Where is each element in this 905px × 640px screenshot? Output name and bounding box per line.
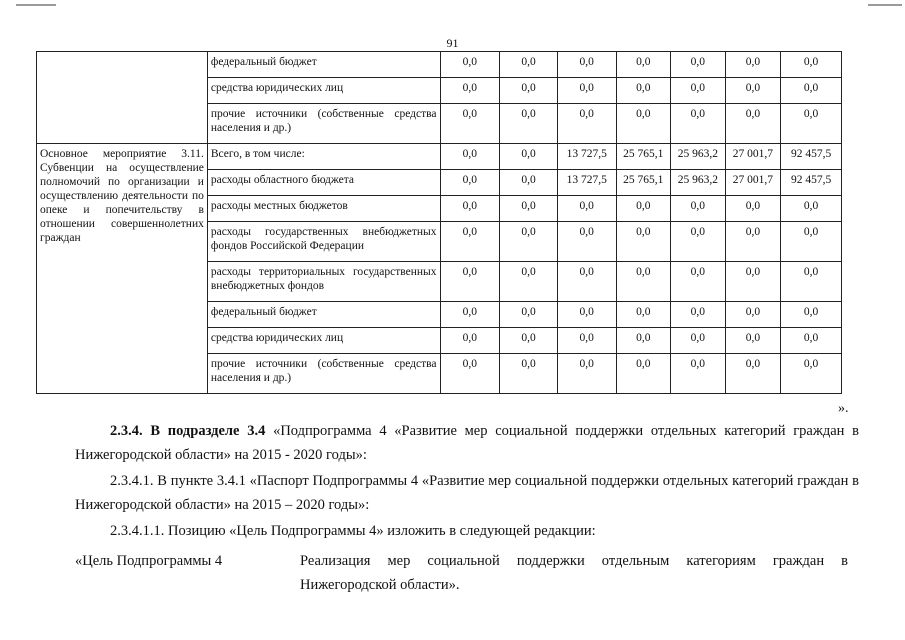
value-cell: 0,0 [557,328,616,354]
scan-artifact-right [868,4,902,6]
value-cell: 0,0 [616,354,671,394]
funding-source-cell: расходы государственных внебюджетных фондов Российской Федерации [207,222,440,262]
funding-source-cell: прочие источники (собственные средства населения и др.) [207,354,440,394]
value-cell: 0,0 [616,52,671,78]
funding-source-cell: федеральный бюджет [207,52,440,78]
value-cell: 0,0 [500,52,558,78]
value-cell: 0,0 [557,78,616,104]
paragraph-2-3-4-1: 2.3.4.1. В пункте 3.4.1 «Паспорт Подпрограммы 4 «Развитие мер социальной поддержки отдельных категорий граждан в Нижегородской области» на 2015 – 2020 годы»: [75,473,859,513]
funding-source-cell: прочие источники (собственные средства населения и др.) [207,104,440,144]
value-cell: 0,0 [671,52,726,78]
budget-table-body [37,52,842,394]
value-cell: 0,0 [440,170,500,196]
value-cell: 0,0 [616,302,671,328]
value-cell: 0,0 [725,354,781,394]
budget-table [36,51,842,394]
value-cell: 0,0 [781,302,842,328]
value-cell: 0,0 [440,262,500,302]
value-cell: 0,0 [616,328,671,354]
value-cell: 0,0 [500,170,558,196]
value-cell: 0,0 [781,328,842,354]
value-cell: 0,0 [616,262,671,302]
paragraph-2-3-4 [75,419,859,467]
value-cell: 0,0 [671,302,726,328]
value-cell: 0,0 [440,354,500,394]
value-cell: 0,0 [671,78,726,104]
value-cell: 0,0 [671,328,726,354]
page-number: 91 [446,36,459,50]
value-cell: 0,0 [500,78,558,104]
closing-quote: ». [838,401,849,416]
value-cell: 13 727,5 [557,144,616,170]
value-cell: 0,0 [440,104,500,144]
value-cell: 0,0 [671,262,726,302]
value-cell: 0,0 [781,222,842,262]
value-cell: 0,0 [616,196,671,222]
value-cell: 0,0 [725,196,781,222]
value-cell: 27 001,7 [725,144,781,170]
value-cell: 0,0 [500,104,558,144]
value-cell: 0,0 [781,262,842,302]
value-cell: 0,0 [725,302,781,328]
value-cell: 0,0 [557,262,616,302]
value-cell: 25 765,1 [616,144,671,170]
value-cell: 0,0 [500,262,558,302]
value-cell: 0,0 [781,78,842,104]
value-cell: 27 001,7 [725,170,781,196]
value-cell: 0,0 [725,328,781,354]
value-cell: 0,0 [557,52,616,78]
passport-goal-label: «Цель Подпрограммы 4 [75,553,223,569]
value-cell: 0,0 [671,104,726,144]
value-cell: 0,0 [781,196,842,222]
paragraph-2-3-4-text: «Подпрограмма 4 «Развитие мер социальной поддержки отдельных категорий граждан в Нижегородской области» на 2015 - 2020 годы»: [75,423,860,463]
value-cell: 0,0 [440,302,500,328]
value-cell: 0,0 [725,262,781,302]
value-cell: 0,0 [616,222,671,262]
main-activity-cell: Основное мероприятие 3.11. Субвенции на осуществление полномочий по организации и осуществлению деятельности по опеке и попечительству в отношении совершеннолетних граждан [37,144,208,394]
value-cell: 0,0 [671,222,726,262]
value-cell: 0,0 [500,328,558,354]
value-cell: 0,0 [440,52,500,78]
value-cell: 0,0 [440,144,500,170]
value-cell: 0,0 [557,196,616,222]
value-cell: 0,0 [440,222,500,262]
funding-source-cell: средства юридических лиц [207,328,440,354]
value-cell: 92 457,5 [781,170,842,196]
value-cell: 0,0 [725,52,781,78]
funding-source-cell: расходы местных бюджетов [207,196,440,222]
value-cell: 0,0 [725,222,781,262]
funding-source-cell: средства юридических лиц [207,78,440,104]
value-cell: 0,0 [500,354,558,394]
value-cell: 0,0 [440,328,500,354]
passport-goal-value: Реализация мер социальной поддержки отдельным категориям граждан в Нижегородской области». [300,553,848,593]
table-row [37,144,842,170]
value-cell: 25 765,1 [616,170,671,196]
value-cell: 0,0 [671,354,726,394]
scan-artifact-left [16,4,56,6]
funding-source-cell: расходы областного бюджета [207,170,440,196]
funding-source-cell: федеральный бюджет [207,302,440,328]
value-cell: 0,0 [500,144,558,170]
value-cell: 0,0 [557,104,616,144]
value-cell: 0,0 [500,222,558,262]
value-cell: 13 727,5 [557,170,616,196]
value-cell: 25 963,2 [671,144,726,170]
value-cell: 0,0 [616,78,671,104]
value-cell: 0,0 [557,222,616,262]
value-cell: 0,0 [440,78,500,104]
value-cell: 0,0 [500,196,558,222]
value-cell: 92 457,5 [781,144,842,170]
table-row [37,52,842,78]
paragraph-2-3-4-1-1: 2.3.4.1.1. Позицию «Цель Подпрограммы 4» изложить в следующей редакции: [110,523,596,539]
value-cell: 0,0 [781,104,842,144]
value-cell: 0,0 [557,354,616,394]
value-cell: 0,0 [671,196,726,222]
value-cell: 0,0 [725,104,781,144]
value-cell: 0,0 [500,302,558,328]
item-cell-empty [37,52,208,144]
value-cell: 25 963,2 [671,170,726,196]
value-cell: 0,0 [616,104,671,144]
value-cell: 0,0 [557,302,616,328]
funding-source-cell: Всего, в том числе: [207,144,440,170]
funding-source-cell: расходы территориальных государственных внебюджетных фондов [207,262,440,302]
value-cell: 0,0 [781,52,842,78]
value-cell: 0,0 [781,354,842,394]
value-cell: 0,0 [725,78,781,104]
value-cell: 0,0 [440,196,500,222]
paragraph-2-3-4-bold: 2.3.4. В подразделе 3.4 [110,423,266,439]
